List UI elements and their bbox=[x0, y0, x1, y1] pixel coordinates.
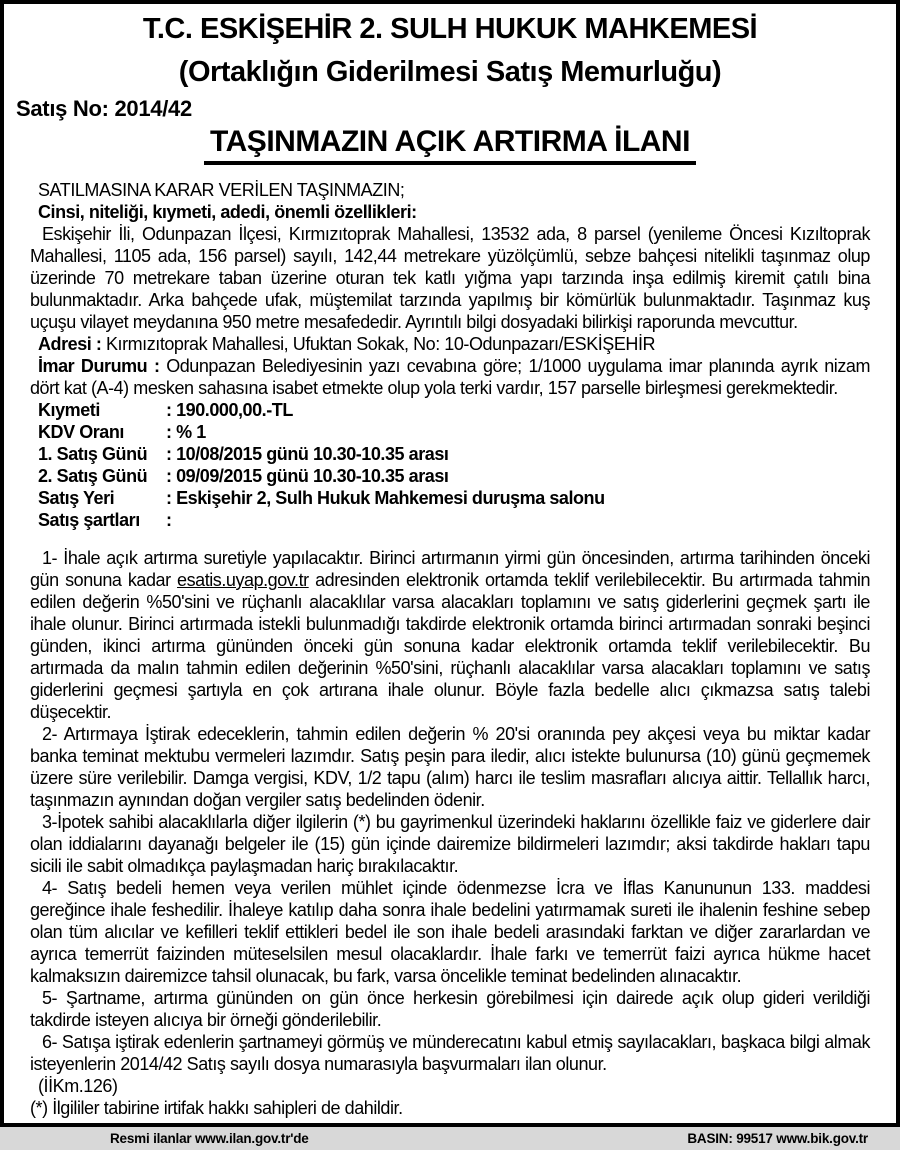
detail-row-kiymeti bbox=[38, 399, 870, 421]
detail-value: : bbox=[166, 510, 172, 530]
notice-title: TAŞINMAZIN AÇIK ARTIRMA İLANI bbox=[204, 124, 696, 165]
term-4: 4- Satış bedeli hemen veya verilen mühlet içinde ödenmezse İcra ve İflas Kanununun 133. maddesi gereğince ihale feshedilir. İhaleye katılıp daha sonra ihale bedelini yatırmamak sureti ile ihalenin feshine sebep olan tüm alıcılar ve kefilleri teklif ettikleri bedel ile son ihale bedeli arasındaki farktan ve diğer zararlardan ve ayrıca temerrüt faizinden müteselsilen mesul olacaklardır. İhale farkı ve temerrüt faizi ayrıca hükme hacet kalmaksızın dairemizce tahsil olunacak, bu fark, varsa öncelikle teminat bedelinden alınacaktır. bbox=[30, 878, 870, 986]
sale-details-list bbox=[38, 399, 870, 531]
detail-row-kdv-orani bbox=[38, 421, 870, 443]
term-5: 5- Şartname, artırma gününden on gün önce herkesin görebilmesi için dairede açık olup gideri verildiği takdirde isteyen alıcıya bir örneği gönderilebilir. bbox=[30, 988, 870, 1030]
address-line bbox=[30, 333, 870, 355]
detail-value: : % 1 bbox=[166, 422, 206, 442]
sale-number: Satış No: 2014/42 bbox=[16, 96, 192, 121]
term-2: 2- Artırmaya İştirak edeceklerin, tahmin edilen değerin % 20'si oranında pey akçesi veya bu miktar kadar banka teminat mektubu vermeleri lazımdır. Satış peşin para iledir, alıcı istekte bulunursa (10) günü geçmemek üzere süre verilebilir. Damga vergisi, KDV, 1/2 tapu (alım) harcı ile teslim masrafları alıcıya aittir. Tellallık harcı, taşınmazın aynından doğan vergiler satış bedelinden ödenir. bbox=[30, 724, 870, 810]
detail-label: Satış Yeri bbox=[38, 488, 115, 508]
detail-row-second-sale-day bbox=[38, 465, 870, 487]
detail-value: : Eskişehir 2, Sulh Hukuk Mahkemesi duruşma salonu bbox=[166, 488, 605, 508]
footer-press-number-text: BASIN: 99517 www.bik.gov.tr bbox=[687, 1131, 868, 1146]
detail-label: KDV Oranı bbox=[38, 422, 124, 442]
property-specs-heading: Cinsi, niteliği, kıymeti, adedi, önemli özellikleri: bbox=[38, 202, 417, 222]
term-3: 3-İpotek sahibi alacaklılarla diğer ilgilerin (*) bu gayrimenkul üzerindeki haklarını özellikle faiz ve giderlere dair olan iddialarını dayanağı belgeler ile (15) gün içinde dairemize bildirmeleri lazımdır; aksi takdirde hakları tapu sicili ile sabit olmadıkça paylaşmadan hariç bırakılacaktır. bbox=[30, 812, 870, 876]
footer-official-ads-text: Resmi ilanlar www.ilan.gov.tr'de bbox=[110, 1131, 309, 1146]
decision-line: SATILMASINA KARAR VERİLEN TAŞINMAZIN; bbox=[38, 180, 405, 200]
term-6: 6- Satışa iştirak edenlerin şartnameyi görmüş ve münderecatını kabul etmiş sayılacakları, başkaca bilgi almak isteyenlerin 2014/42 Satış sayılı dosya numarasıyla başvurmaları ilan olunur. bbox=[30, 1032, 870, 1074]
footnote: (*) İlgililer tabirine irtifak hakkı sahipleri de dahildir. bbox=[30, 1098, 403, 1118]
detail-value: : 10/08/2015 günü 10.30-10.35 arası bbox=[166, 444, 449, 464]
detail-label: 2. Satış Günü bbox=[38, 466, 148, 486]
term-1-after: adresinden elektronik ortamda teklif verilebilecektir. Bu artırmada tahmin edilen değerin %50'sini ve rüçhanlı alacaklılar varsa alacakları toplamını ve satış giderlerini geçmek şartı ile ihale olunur. Birinci artırmada istekli bulunmadığı takdirde elektronik ortamda birinci artırmadan sonraki beşinci günden, ikinci artırma gününden önceki gün sonuna kadar elektronik ortamda teklif verilebilecektir. Bu artırmada da malın tahmin edilen değerinin %50'sini, rüçhanlı alacaklılar varsa alacakları toplamını ve satış giderlerini geçmesi şartıyla en çok artırana ihale olunur. Böyle fazla bedelle alıcı çıkmazsa satış talebi düşecektir. bbox=[30, 570, 871, 722]
sale-office-name: (Ortaklığın Giderilmesi Satış Memurluğu) bbox=[178, 56, 722, 88]
esatis-url: esatis.uyap.gov.tr bbox=[177, 570, 309, 590]
detail-row-first-sale-day bbox=[38, 443, 870, 465]
zoning-line bbox=[30, 355, 870, 399]
detail-row-sale-conditions bbox=[38, 509, 870, 531]
detail-label: Satış şartları bbox=[38, 510, 140, 530]
detail-value: : 190.000,00.-TL bbox=[166, 400, 293, 420]
court-name: T.C. ESKİŞEHİR 2. SULH HUKUK MAHKEMESİ bbox=[142, 13, 758, 45]
address-text: Kırmızıtoprak Mahallesi, Ufuktan Sokak, No: 10-Odunpazarı/ESKİŞEHİR bbox=[101, 334, 656, 354]
footer-band bbox=[0, 1127, 900, 1150]
term-1-before: 1- İhale açık artırma suretiyle yapılacaktır. Birinci artırmanın yirmi gün öncesinden, artırma tarihinden önceki gün sonuna kadar bbox=[30, 548, 870, 590]
notice-title-wrap bbox=[30, 124, 870, 165]
detail-label: 1. Satış Günü bbox=[38, 444, 148, 464]
term-1 bbox=[30, 547, 870, 723]
terms-section bbox=[30, 547, 870, 1119]
detail-label: Kıymeti bbox=[38, 400, 100, 420]
address-label: Adresi : bbox=[38, 334, 102, 354]
zoning-text: Odunpazan Belediyesinin yazı cevabına göre; 1/1000 uygulama imar planında ayrık nizam dört kat (A-4) mesken sahasına isabet etmekte olup yola terki vardır, 157 parselle birleşmesi gerekmektedir. bbox=[30, 356, 870, 398]
detail-value: : 09/09/2015 günü 10.30-10.35 arası bbox=[166, 466, 449, 486]
property-description: Eskişehir İli, Odunpazan İlçesi, Kırmızıtoprak Mahallesi, 13532 ada, 8 parsel (yenileme Öncesi Kızıltoprak Mahallesi, 1105 ada, 156 parsel) sayılı, 142,44 metrekare yüzölçümlü, sebze bahçesi nitelikli taşınmaz olup üzerinde 70 metrekare taban üzerine oturan tek katlı yığma yapı tarzında inşa edilmiş kiremit çatılı bina bulunmaktadır. Arka bahçede ufak, müştemilat tarzında yapılmış bir kömürlük bulunmaktadır. Taşınmaz kuş uçuşu vilayet meydanına 950 metre mesafededir. Ayrıntılı bilgi dosyadaki bilirkişi raporunda mevcuttur. bbox=[30, 224, 870, 332]
statute-note: (İİKm.126) bbox=[38, 1076, 118, 1096]
zoning-label: İmar Durumu : bbox=[38, 356, 160, 376]
detail-row-sale-place bbox=[38, 487, 870, 509]
